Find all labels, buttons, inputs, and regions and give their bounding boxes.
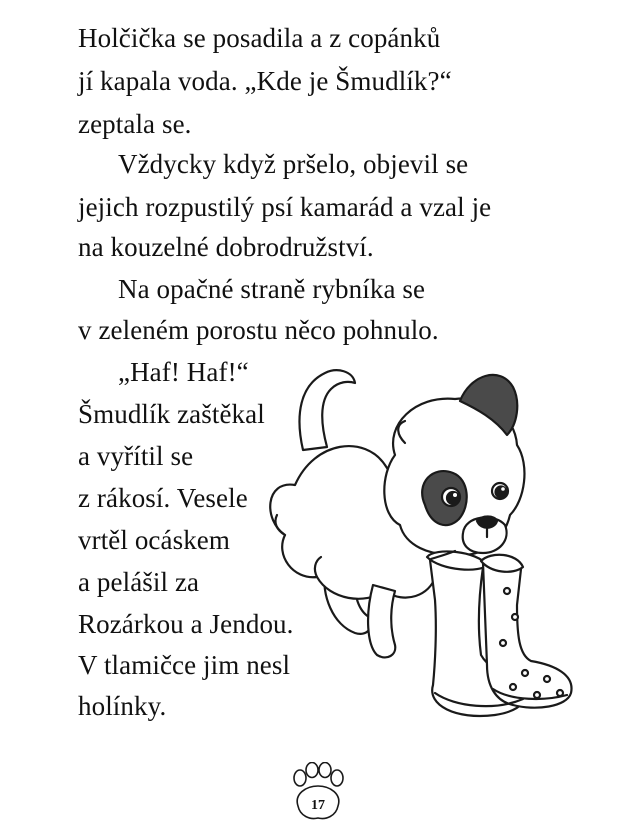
text-line: jí kapala voda. „Kde je Šmudlík?“ — [78, 66, 452, 96]
text-line: Vždycky když pršelo, objevil se — [118, 149, 469, 179]
text-line: Na opačné straně rybníka se — [118, 274, 426, 304]
text-line: „Haf! Haf!“ — [118, 357, 249, 387]
text-line: holínky. — [78, 691, 167, 721]
text-line: jejich rozpustilý psí kamarád a vzal je — [78, 192, 492, 222]
text-line: a pelášil za — [78, 567, 200, 597]
text-line: V tlamičce jim nesl — [78, 650, 291, 680]
paw-print-icon — [286, 762, 350, 824]
text-line: v zeleném porostu něco pohnulo. — [78, 315, 439, 345]
puppy-carrying-boots-drawing — [255, 355, 575, 735]
page-number: 17 — [311, 798, 325, 813]
text-line: zeptala se. — [78, 109, 192, 139]
page-number-badge — [286, 762, 350, 824]
text-line: z rákosí. Vesele — [78, 483, 248, 513]
text-line: vrtěl ocáskem — [78, 525, 230, 555]
text-line: Rozárkou a Jendou. — [78, 609, 294, 639]
text-line: a vyřítil se — [78, 441, 194, 471]
text-line: na kouzelné dobrodružství. — [78, 232, 374, 262]
text-line: Holčička se posadila a z copánků — [78, 23, 441, 53]
text-line: Šmudlík zaštěkal — [78, 399, 265, 429]
